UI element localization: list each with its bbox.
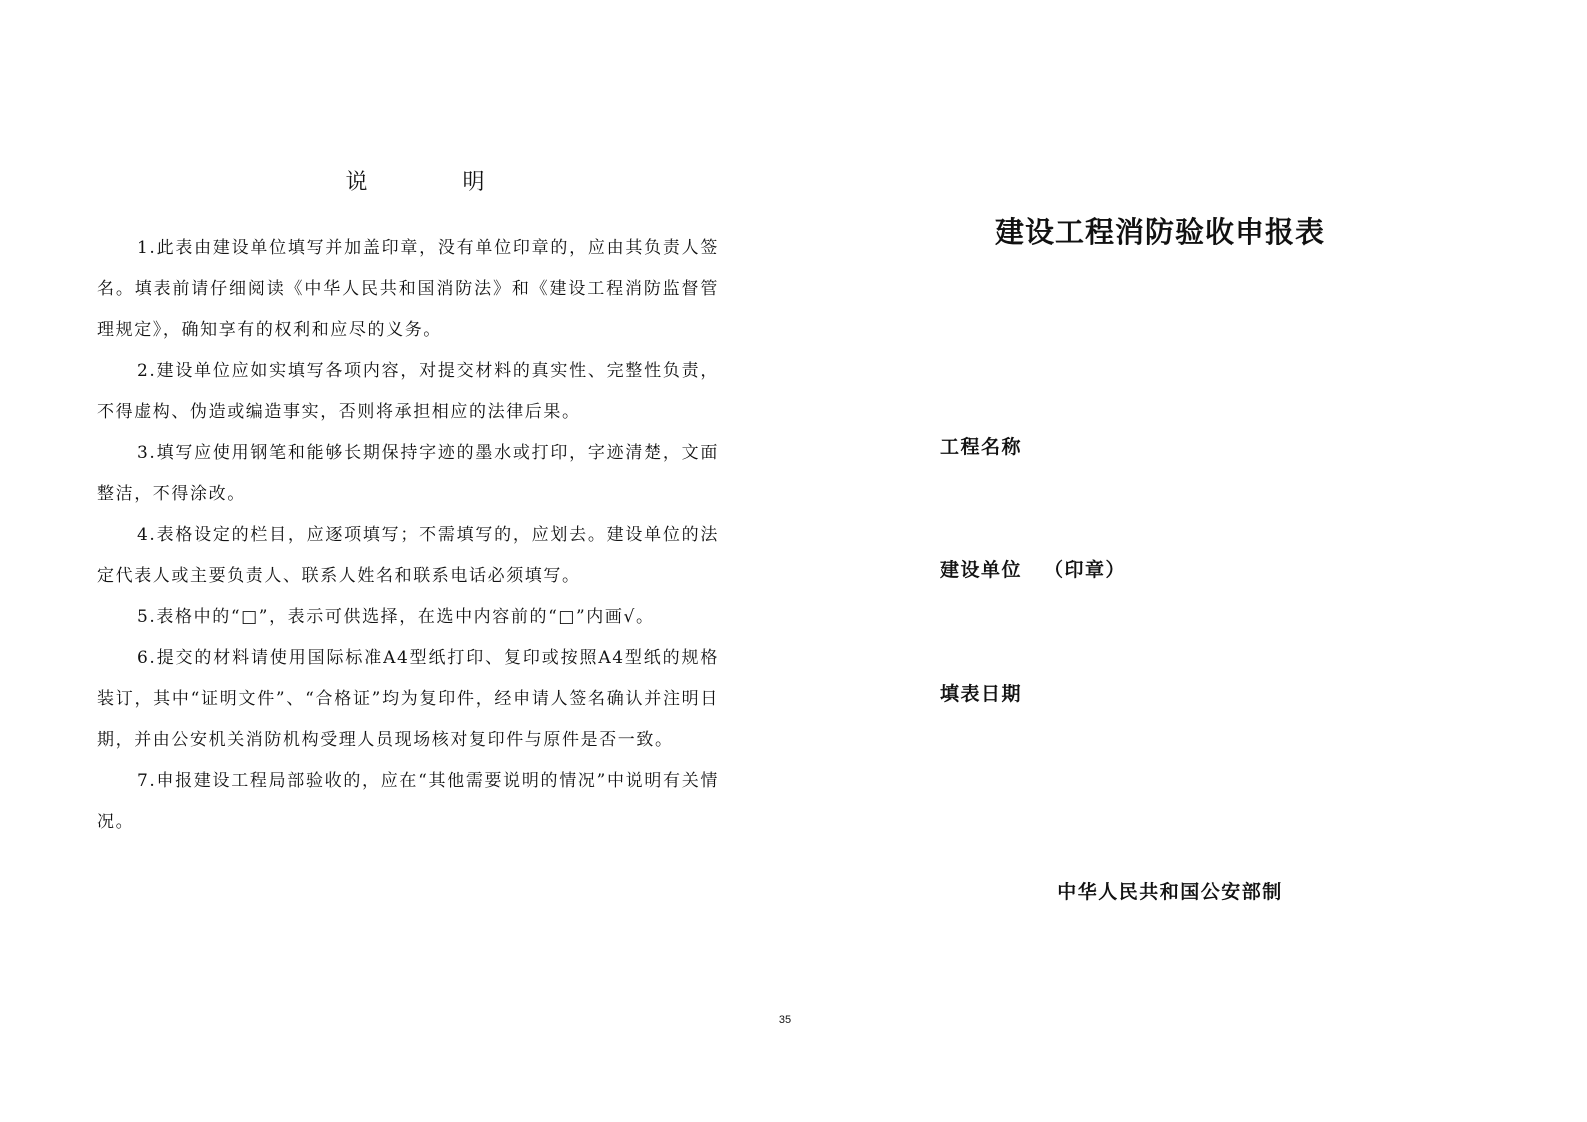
seal-note: （印章） (1044, 559, 1127, 581)
instruction-item-2: 2.建设单位应如实填写各项内容，对提交材料的真实性、完整性负责，不得虚构、伪造或编造事实，否则将承担相应的法律后果。 (97, 361, 719, 422)
construction-unit-text: 建设单位 (940, 559, 1023, 581)
instructions-page (0, 0, 790, 1122)
instruction-item-6: 6.提交的材料请使用国际标准A4型纸打印、复印或按照A4型纸的规格装订，其中“证明文件”、“合格证”均为复印件，经申请人签名确认并注明日期，并由公安机关消防机构受理人员现场核对复印件与原件是否一致。 (97, 648, 719, 750)
instruction-item-5: 5.表格中的“□”，表示可供选择，在选中内容前的“□”内画√。 (137, 607, 655, 627)
instruction-item-1: 1.此表由建设单位填写并加盖印章，没有单位印章的，应由其负责人签名。填表前请仔细阅读《中华人民共和国消防法》和《建设工程消防监督管理规定》，确知享有的权利和应尽的义务。 (97, 238, 719, 340)
fill-date-label: 填表日期 (940, 683, 1023, 705)
instruction-item-7: 7.申报建设工程局部验收的，应在“其他需要说明的情况”中说明有关情况。 (97, 771, 719, 832)
instructions-title: 说 明 (345, 170, 529, 195)
instruction-item-3: 3.填写应使用钢笔和能够长期保持字迹的墨水或打印，字迹清楚，文面整洁，不得涂改。 (97, 443, 719, 504)
instructions-body (97, 228, 719, 843)
form-title: 建设工程消防验收申报表 (994, 215, 1325, 249)
construction-unit-label (940, 555, 1126, 582)
issuer-text: 中华人民共和国公安部制 (1057, 881, 1283, 903)
project-name-label: 工程名称 (940, 436, 1023, 458)
page-number: 35 (778, 1014, 792, 1026)
instruction-item-4: 4.表格设定的栏目，应逐项填写；不需填写的，应划去。建设单位的法定代表人或主要负责人、联系人姓名和联系电话必须填写。 (97, 525, 719, 586)
cover-page (790, 0, 1587, 1122)
